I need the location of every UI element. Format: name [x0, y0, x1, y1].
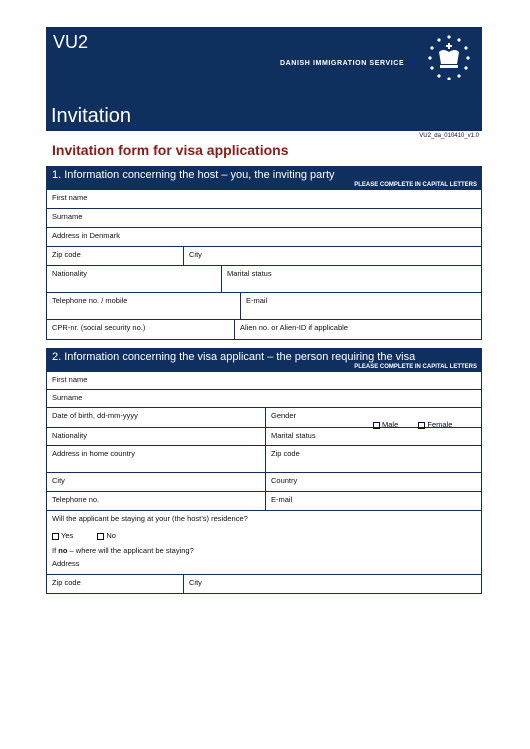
- field-label: Marital status: [227, 269, 272, 278]
- host-surname-field[interactable]: [47, 209, 481, 227]
- applicant-telephone-row: [47, 491, 481, 510]
- host-section-title: 1. Information concerning the host – you, the inviting party: [52, 169, 335, 181]
- host-cpr-field[interactable]: [47, 320, 234, 339]
- if-suffix: – where will the applicant be staying?: [67, 546, 194, 555]
- male-label: Male: [382, 420, 399, 429]
- applicant-city-field[interactable]: [47, 473, 265, 491]
- stay-zip-field[interactable]: [47, 575, 183, 593]
- main-heading: Invitation form for visa applications: [52, 142, 289, 158]
- field-label: E-mail: [271, 495, 293, 504]
- host-section: [46, 166, 482, 340]
- applicant-telephone-field[interactable]: [47, 492, 265, 510]
- field-label: Alien no. or Alien-ID if applicable: [240, 323, 348, 332]
- host-alien-field[interactable]: [234, 320, 481, 339]
- field-label: Zip code: [271, 449, 300, 458]
- host-nationality-field[interactable]: [47, 266, 221, 292]
- field-label: City: [189, 578, 202, 587]
- host-telephone-field[interactable]: [47, 293, 240, 319]
- host-telephone-row: [47, 292, 481, 319]
- if-no-emphasis: no: [58, 546, 68, 555]
- applicant-surname-row: [47, 389, 481, 407]
- no-checkbox[interactable]: [97, 533, 104, 540]
- yes-checkbox[interactable]: [52, 533, 59, 540]
- host-email-field[interactable]: [240, 293, 481, 319]
- field-label: Nationality: [52, 269, 88, 278]
- crown-logo-icon: [427, 34, 471, 80]
- host-address-field[interactable]: [47, 228, 481, 246]
- form-code: VU2: [53, 32, 89, 52]
- field-label: Address: [52, 559, 80, 568]
- yes-label: Yes: [61, 531, 74, 540]
- female-label: Female: [427, 420, 453, 429]
- field-label: First name: [52, 193, 88, 202]
- host-first-name-field[interactable]: [47, 190, 481, 208]
- field-label: Telephone no. / mobile: [52, 296, 128, 305]
- field-label: Marital status: [271, 431, 316, 440]
- field-label: Surname: [52, 212, 83, 221]
- host-zip-city-row: [47, 246, 481, 265]
- field-label: Address in Denmark: [52, 231, 120, 240]
- applicant-email-field[interactable]: [265, 492, 481, 510]
- field-label: Nationality: [52, 431, 88, 440]
- header-banner: [46, 27, 482, 131]
- field-label: Zip code: [52, 578, 81, 587]
- field-label: City: [189, 250, 202, 259]
- field-label: First name: [52, 375, 88, 384]
- applicant-surname-field[interactable]: [47, 390, 481, 407]
- stay-question-block: [47, 510, 481, 556]
- applicant-country-field[interactable]: [265, 473, 481, 491]
- if-prefix: If: [52, 546, 59, 555]
- stay-address-field[interactable]: [47, 556, 481, 574]
- applicant-nationality-field[interactable]: [47, 428, 265, 445]
- capital-letters-note: PLEASE COMPLETE IN CAPITAL LETTERS: [354, 182, 477, 188]
- applicant-address-row: [47, 445, 481, 472]
- yes-no-options: [52, 531, 476, 540]
- host-city-field[interactable]: [183, 247, 481, 265]
- field-label: City: [52, 476, 65, 485]
- host-cpr-row: [47, 319, 481, 339]
- applicant-gender-field: [265, 408, 481, 427]
- applicant-marital-field[interactable]: [265, 428, 481, 445]
- applicant-home-address-field[interactable]: [47, 446, 265, 472]
- stay-city-field[interactable]: [183, 575, 481, 593]
- applicant-dob-field[interactable]: [47, 408, 265, 427]
- capital-letters-note: PLEASE COMPLETE IN CAPITAL LETTERS: [354, 364, 477, 370]
- applicant-section-title: 2. Information concerning the visa applicant – the person requiring the visa: [52, 351, 416, 363]
- field-label: Zip code: [52, 250, 81, 259]
- stay-question: Will the applicant be staying at your (the host’s) residence?: [52, 514, 248, 523]
- version-code: VU2_da_010410_v1.0: [419, 133, 479, 139]
- applicant-first-name-field[interactable]: [47, 372, 481, 389]
- host-first-name-row: [47, 189, 481, 208]
- field-label: Surname: [52, 393, 83, 402]
- applicant-section-header: [47, 349, 481, 371]
- host-surname-row: [47, 208, 481, 227]
- field-label: Gender: [271, 411, 297, 420]
- field-label: Country: [271, 476, 298, 485]
- applicant-section: [46, 348, 482, 594]
- applicant-nationality-row: [47, 427, 481, 445]
- applicant-zip-field[interactable]: [265, 446, 481, 472]
- host-section-header: [47, 167, 481, 189]
- applicant-first-name-row: [47, 371, 481, 389]
- host-nationality-row: [47, 265, 481, 292]
- field-label: Telephone no.: [52, 495, 100, 504]
- host-marital-field[interactable]: [221, 266, 481, 292]
- if-no-prompt: [52, 546, 476, 555]
- document-title: Invitation: [51, 105, 132, 127]
- agency-name: DANISH IMMIGRATION SERVICE: [280, 60, 405, 67]
- applicant-dob-row: [47, 407, 481, 427]
- field-label: E-mail: [246, 296, 268, 305]
- field-label: Address in home country: [52, 449, 135, 458]
- field-label: Date of birth, dd-mm-yyyy: [52, 411, 138, 420]
- no-label: No: [106, 531, 116, 540]
- host-zip-field[interactable]: [47, 247, 183, 265]
- stay-address-row: [47, 556, 481, 574]
- stay-zip-city-row: [47, 574, 481, 593]
- applicant-city-row: [47, 472, 481, 491]
- field-label: CPR-nr. (social security no.): [52, 323, 146, 332]
- host-address-row: [47, 227, 481, 246]
